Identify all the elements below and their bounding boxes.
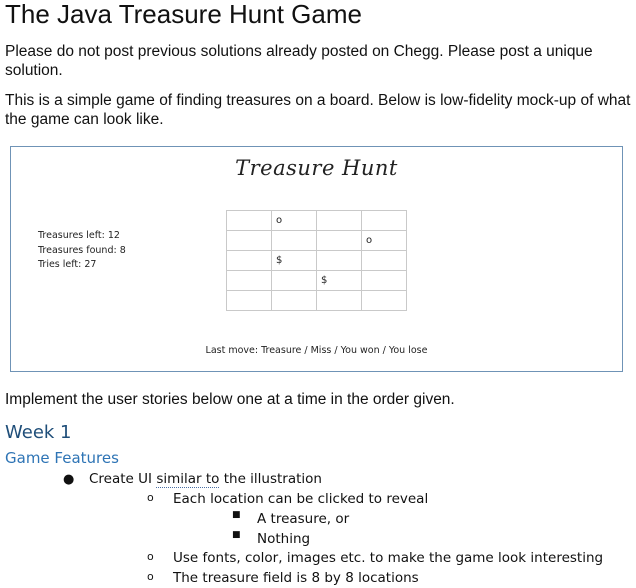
grid-cell-mark [362,275,366,286]
bullet-square: ■ [232,530,241,540]
page-title: The Java Treasure Hunt Game [5,0,362,29]
grid-cell-mark [362,295,366,306]
grid-cell[interactable] [227,271,272,291]
grid-cell-mark [227,235,231,246]
grid-cell[interactable] [272,291,317,311]
grid-cell[interactable] [317,291,362,311]
list-item-fonts: Use fonts, color, images etc. to make the game look interesting [173,550,604,566]
grid-cell-mark [317,215,321,226]
grid-row [227,251,407,271]
last-move-label: Last move: Treasure / Miss / You won / You lose [205,345,428,356]
grid-cell[interactable] [317,231,362,251]
mockup-stats [38,229,126,273]
grid-cell-mark [227,295,231,306]
spellcheck-underlined-text: similar to [156,471,220,487]
grid-cell-mark [227,275,231,286]
grid-cell-mark [227,255,231,266]
grid-row [227,291,407,311]
grid-cell[interactable] [362,271,407,291]
grid-cell-mark: $ [321,275,328,286]
intro-paragraph-2: This is a simple game of finding treasures on a board. Below is low-fidelity mock-up of what the game can look like. [5,92,631,128]
game-mockup [10,146,623,372]
features-heading: Game Features [5,449,119,467]
grid-cell-mark [317,295,321,306]
grid-cell[interactable] [362,231,407,251]
grid-cell[interactable] [317,211,362,231]
grid-cell[interactable] [362,211,407,231]
grid-cell-mark [272,235,276,246]
treasures-left-label: Treasures left: 12 [38,230,120,241]
grid-cell-mark: o [276,215,283,226]
list-item-create-ui [89,469,322,489]
tries-left-label: Tries left: 27 [38,259,97,270]
list-item-treasure: A treasure, or [257,511,350,527]
grid-cell[interactable] [317,251,362,271]
bullet-square: ■ [232,510,241,520]
grid-cell-mark [362,215,366,226]
grid-row [227,271,407,291]
intro-paragraph-1: Please do not post previous solutions already posted on Chegg. Please post a unique solution. [5,43,593,79]
grid-cell-mark [362,255,366,266]
list-item-field-size: The treasure field is 8 by 8 locations [173,570,419,586]
grid-cell[interactable] [227,231,272,251]
treasures-found-label: Treasures found: 8 [38,244,126,256]
grid-row [227,231,407,251]
treasure-grid [226,210,407,311]
instructions-paragraph: Implement the user stories below one at a time in the order given. [5,391,455,408]
list-item-text: Create UI [89,471,157,487]
grid-row [227,211,407,231]
grid-cell[interactable] [317,271,362,291]
bullet-circle: o [147,550,154,563]
grid-cell-mark [272,275,276,286]
grid-cell[interactable] [362,291,407,311]
grid-cell-mark: o [366,235,373,246]
grid-cell-mark [272,295,276,306]
grid-cell[interactable] [272,231,317,251]
grid-cell[interactable] [227,211,272,231]
grid-cell[interactable] [272,271,317,291]
grid-cell-mark: $ [276,255,283,266]
bullet-circle: o [147,491,154,504]
grid-cell-mark [317,255,321,266]
list-item-nothing: Nothing [257,531,311,547]
mockup-title: Treasure Hunt [235,156,398,180]
grid-cell[interactable] [272,211,317,231]
grid-cell[interactable] [362,251,407,271]
grid-cell-mark [317,235,321,246]
grid-cell-mark [227,215,231,226]
grid-cell[interactable] [227,291,272,311]
list-item-reveal: Each location can be clicked to reveal [173,491,429,507]
grid-cell[interactable] [227,251,272,271]
grid-cell[interactable] [272,251,317,271]
list-item-text: the illustration [219,471,322,487]
bullet-circle: o [147,570,154,583]
bullet-disc: ● [63,472,75,487]
week-heading: Week 1 [5,422,72,443]
